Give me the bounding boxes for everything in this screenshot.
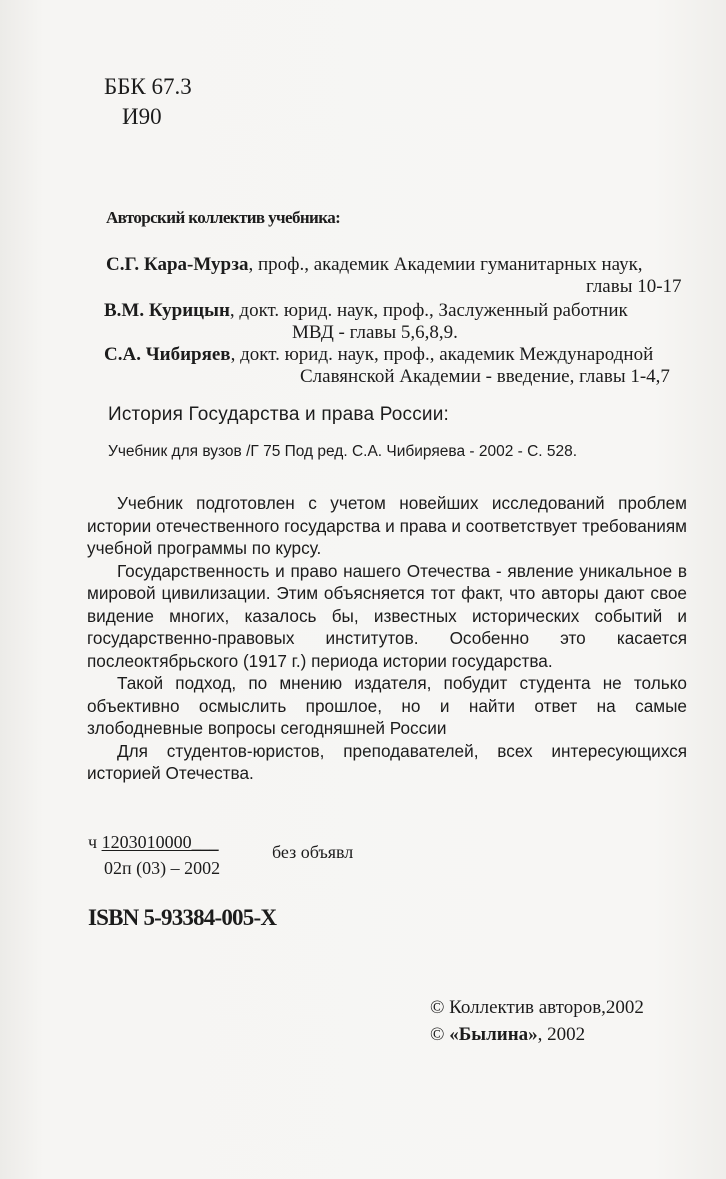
abstract-paragraph: Учебник подготовлен с учетом новейших исследований проблем истории отечественного государства и права и соответствует требованиям учебной программы по курсу. <box>87 493 687 558</box>
publisher-name: «Былина» <box>449 1024 538 1045</box>
author-entry <box>106 254 682 298</box>
author-credentials: , проф., академик Академии гуманитарных наук, <box>248 254 643 275</box>
catalog-subcode: 02п (03) – 2002 <box>104 858 221 878</box>
author-entry <box>104 300 628 344</box>
authors-heading: Авторский коллектив учебника: <box>106 208 341 227</box>
author-name: С.А. Чибиряев <box>104 344 231 365</box>
author-credentials: , докт. юрид. наук, проф., Заслуженный работник <box>229 300 628 321</box>
author-name: В.М. Курицын <box>104 300 230 321</box>
catalog-prefix: ч <box>88 832 98 852</box>
author-chapters: главы 10-17 <box>586 276 682 297</box>
author-chapters: Славянской Академии - введение, главы 1-4,7 <box>300 366 670 387</box>
author-index-code: И90 <box>122 104 162 129</box>
author-credentials: , докт. юрид. наук, проф., академик Международной <box>230 344 654 365</box>
catalog-number: 1203010000___ <box>101 832 219 852</box>
copyright-publisher <box>430 1024 585 1046</box>
catalog-code <box>88 832 219 853</box>
author-name: С.Г. Кара-Мурза <box>106 254 249 275</box>
book-title: История Государства и права России: <box>108 404 450 425</box>
abstract-paragraph: Для студентов-юристов, преподавателей, всех интересующихся историей Отечества. <box>87 740 687 783</box>
abstract-paragraph: Государственность и право нашего Отечества - явление уникальное в мировой цивилизации. Этим объясняется тот факт, что авторы дают свое видение многих, казалось бы, известных исторических событий и государственно-правовых институтов. Особенно это касается послеоктябрьского (1917 г.) периода истории государства. <box>87 560 687 671</box>
catalog-note: без объявл <box>272 842 354 862</box>
copyright-symbol: © <box>430 1024 450 1045</box>
author-entry <box>104 344 670 388</box>
copyright-authors: © Коллектив авторов,2002 <box>430 997 644 1018</box>
isbn: ISBN 5-93384-005-X <box>88 905 277 930</box>
abstract-paragraph: Такой подход, по мнению издателя, побудит студента не только объективно осмыслить прошлое, но и найти ответ на самые злободневные вопросы сегодняшней России <box>87 673 687 738</box>
book-reference: Учебник для вузов /Г 75 Под ред. С.А. Чибиряева - 2002 - С. 528. <box>108 443 578 460</box>
bbk-code: ББК 67.3 <box>104 74 192 99</box>
abstract <box>87 492 687 785</box>
copyright-year: , 2002 <box>537 1024 586 1045</box>
author-chapters: МВД - главы 5,6,8,9. <box>292 322 458 343</box>
